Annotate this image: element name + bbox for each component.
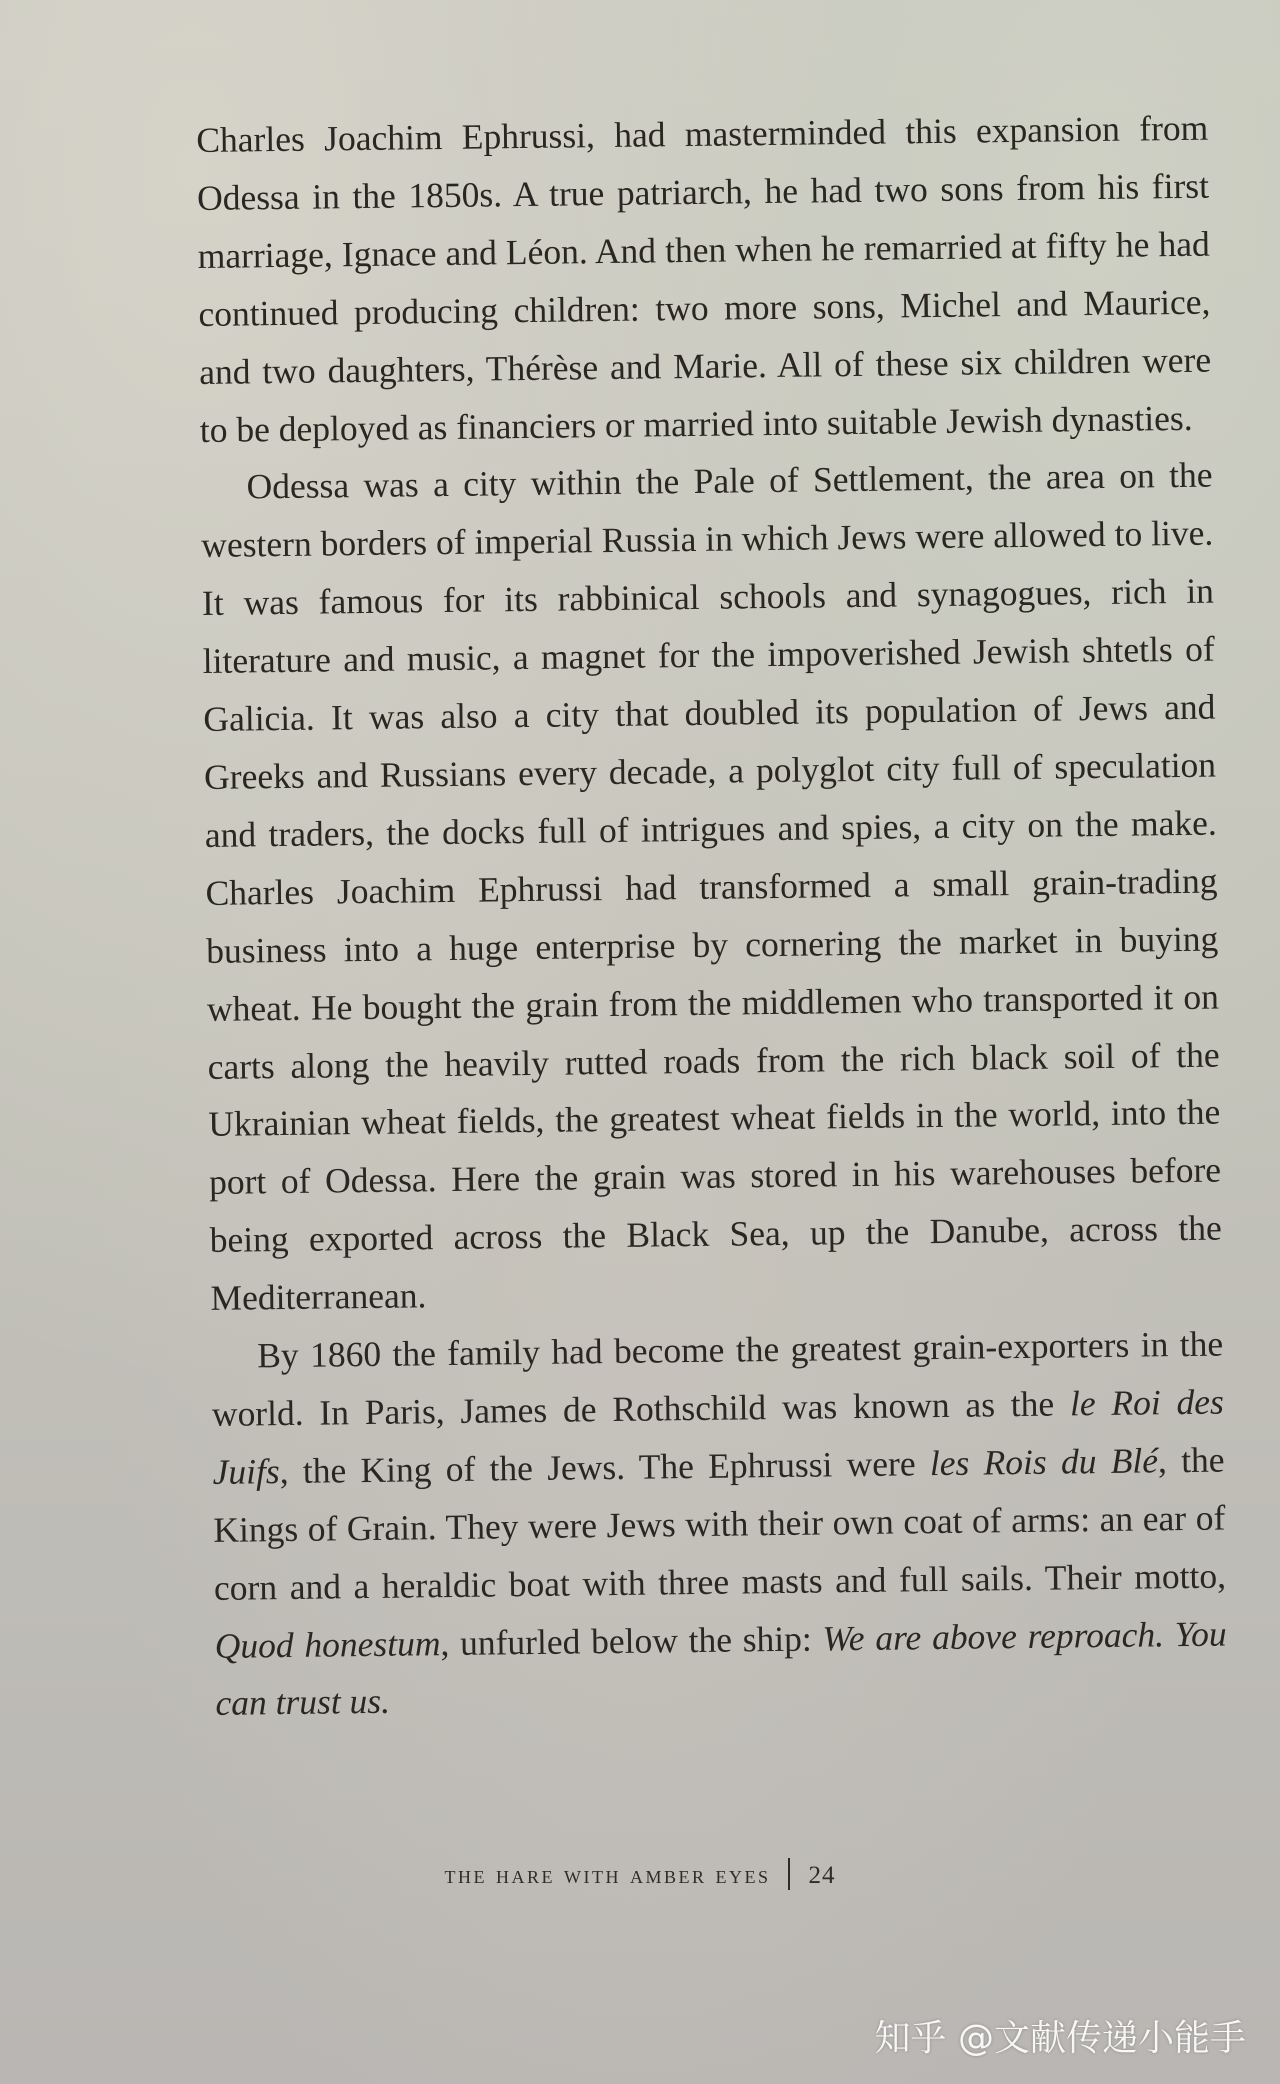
watermark: 知乎 @文献传递小能手 [874,2018,1246,2059]
body-text [196,100,1228,1734]
text-run: Charles Joachim Ephrussi, had masterminded this expansion from Odessa in the 1850s. A true patriarch, he had two sons from his first marriage, Ignace and Léon. And then when he remarried at fifty he had continued producing children: two more sons, Michel and Maurice, and two daughters, Thérèse and Marie. All of these six children were to be deployed as financiers or married into suitable Jewish dynasties. [196,107,1212,450]
italic-text: le Roi des Juifs [212,1381,1225,1492]
paragraph [200,447,1223,1328]
italic-text: les Rois du Blé [929,1440,1159,1483]
text-run: By 1860 the family had become the greatest grain-exporters in the world. In Paris, James de Rothschild was known as the [211,1323,1224,1434]
book-title: the hare with amber eyes [444,1860,771,1889]
italic-text: We are above reproach. You can trust us. [215,1613,1227,1724]
text-run: , the King of the Jews. The Ephrussi were [279,1442,931,1491]
running-footer [0,1858,1280,1890]
italic-text: Quod honestum [214,1622,441,1666]
footer-divider [788,1858,790,1890]
text-run: , unfurled below the ship: [440,1618,823,1663]
text-run: , the Kings of Grain. They were Jews with their own coat of arms: an ear of corn and a heraldic boat with three masts and full sails. Their motto, [213,1439,1227,1608]
paragraph [211,1316,1228,1734]
paragraph [196,100,1212,460]
page-number: 24 [808,1862,836,1889]
text-run: Odessa was a city within the Pale of Settlement, the area on the western borders of imperial Russia in which Jews were allowed to live. It was famous for its rabbinical schools and synagogues, rich in literature and music, a magnet for the impoverished Jewish shtetls of Galicia. It was also a city that doubled its population of Jews and Greeks and Russians every decade, a polyglot city full of speculation and traders, the docks full of intrigues and spies, a city on the make. Charles Joachim Ephrussi had transformed a small grain-trading business into a huge enterprise by cornering the market in buying wheat. He bought the grain from the middlemen who transported it on carts along the heavily rutted roads from the rich black soil of the Ukrainian wheat fields, the greatest wheat fields in the world, into the port of Odessa. Here the grain was stored in his warehouses before being exported across the Black Sea, up the Danube, across the Mediterranean. [201,455,1222,1319]
